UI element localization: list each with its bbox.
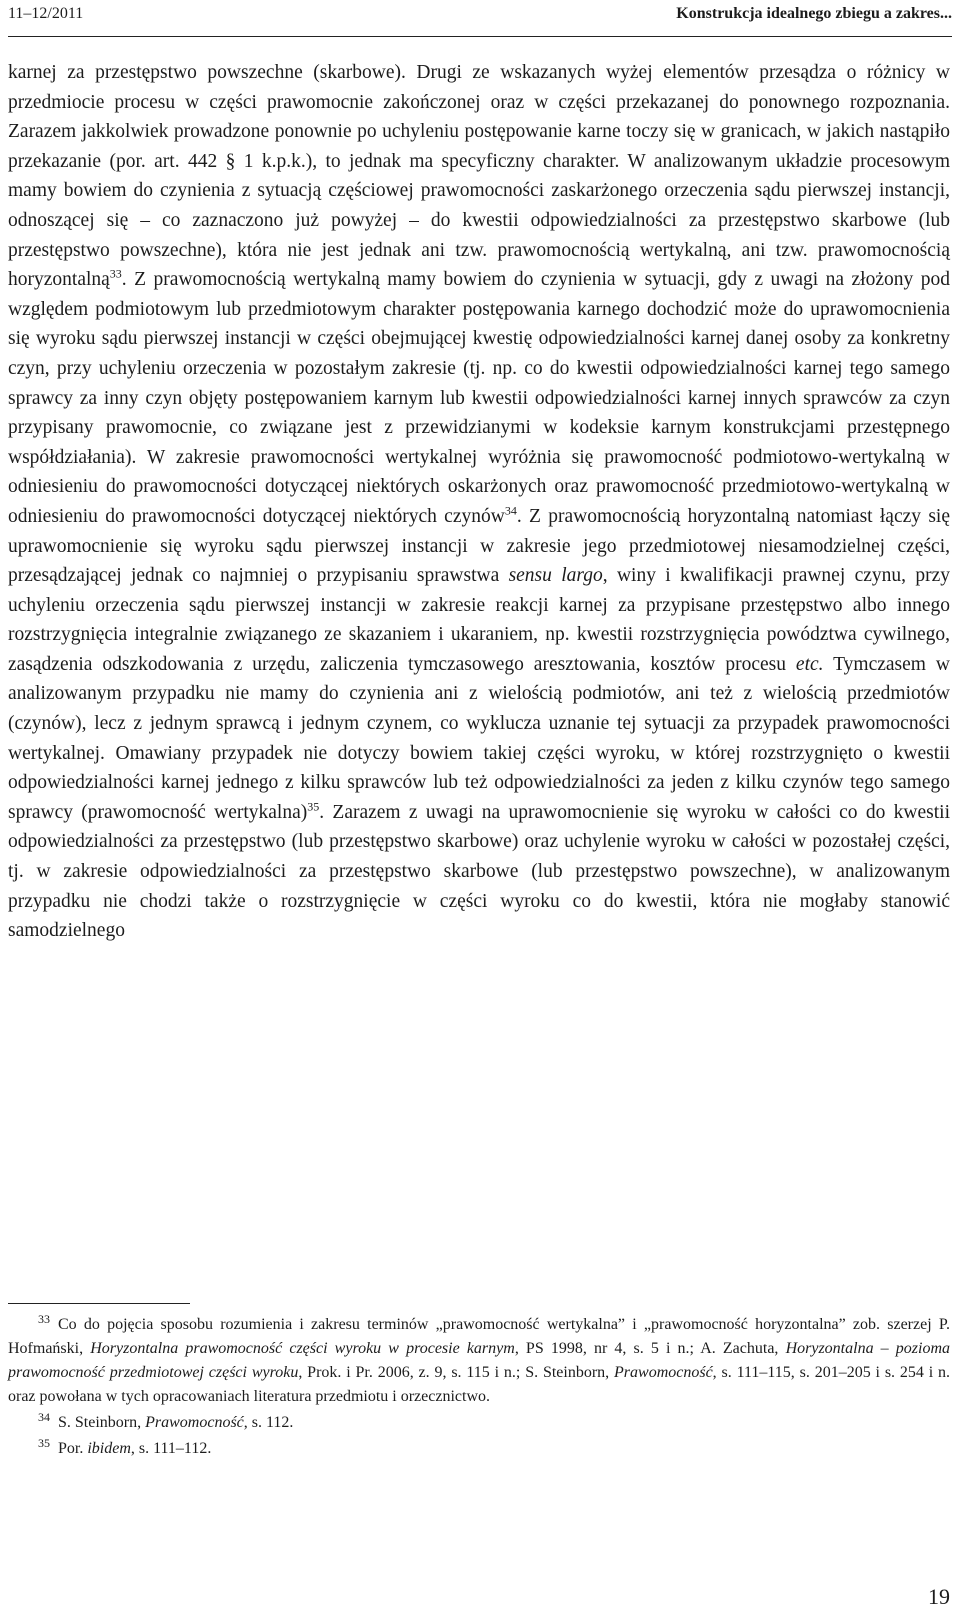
footnote-title: Prawomocność — [614, 1364, 713, 1381]
footnote-ref-34[interactable]: 34 — [504, 503, 517, 518]
body-segment: . Z prawomocnością horyzontalną natomiast łączy się uprawomocnienie się wyroku sądu pierwszej instancji w zakresie jego przedmiotowej niesamodzielnej części, przesądzającej jednak co najmniej o przypisaniu sprawstwa — [8, 505, 950, 587]
body-segment: . Zarazem z uwagi na uprawomocnienie się wyroku w całości co do kwestii odpowiedzialności za przestępstwo (lub przestępstwo skarbowe) oraz uchylenie wyroku w całości w pozostałej części, tj. w zakresie odpowiedzialności za przestępstwo skarbowe (lub przestępstwo powszechne), w analizowanym przypadku nie chodzi także o rozstrzygnięcie w części wyroku co do kwestii, która nie mogłaby stanowić samodzielnego — [8, 801, 950, 942]
body-segment: karnej za przestępstwo powszechne (skarbowe). Drugi ze wskazanych wyżej elementów przesądza o różnicy w przedmiocie procesu w części prawomocnie zakończonej oraz w części przekazanej do ponownego rozpoznania. Zarazem jakkolwiek prowadzone ponownie po uchyleniu postępowanie karne toczy się w granicach, w jakich nastąpiło przekazanie (por. art. 442 § 1 k.p.k.), to jednak ma specyficzny charakter. W analizowanym układzie procesowym mamy bowiem do czynienia z sytuacją częściowej prawomocności zaskarżonego orzeczenia sądu pierwszej instancji, odnoszącej się – co zaznaczono już powyżej – do kwestii odpowiedzialności za przestępstwo skarbowe (lub przestępstwo powszechne), która nie jest jednak ani tzw. prawomocnością wertykalną, ani tzw. prawomocnością horyzontalną — [8, 62, 950, 291]
footnote-33 — [8, 1313, 950, 1409]
body-text — [8, 58, 950, 946]
footnote-number: 35 — [38, 1435, 50, 1450]
running-header — [8, 4, 952, 24]
footnote-title: Prawomocność — [145, 1414, 244, 1431]
page-number: 19 — [928, 1584, 950, 1609]
body-segment: Tymczasem w analizowanym przypadku nie mamy do czynienia ani z wielością podmiotów, ani też z wielością przedmiotów (czynów), lecz z jednym sprawcą i jednym czynem, co wyklucza uznanie tej sytuacji za przypadek prawomocności wertykalnej. Omawiany przypadek nie dotyczy bowiem takiej części wyroku, w której rozstrzygnięto o kwestii odpowiedzialności karnej jednego z kilku sprawców lub też odpowiedzialności za jeden z kilku czynów tego samego sprawcy (prawomocność wertykalna) — [8, 653, 950, 823]
footnote-text: S. Steinborn, — [58, 1414, 146, 1431]
footnote-text: , s. 111–115, s. 201–205 i s. 254 i n. oraz powołana w tych opracowaniach literatura przedmiotu i orzecznictwo. — [8, 1364, 951, 1405]
footnote-text: , Prok. i Pr. 2006, z. 9, s. 115 i n.; S. Steinborn, — [298, 1364, 615, 1381]
footnote-title: Horyzontalna – pozioma prawomocność przedmiotowej części wyroku — [8, 1340, 951, 1381]
running-title: Konstrukcja idealnego zbiegu a zakres... — [676, 5, 952, 22]
issue-number: 11–12/2011 — [8, 5, 84, 22]
body-segment: . Z prawomocnością wertykalną mamy bowiem do czynienia w sytuacji, gdy z uwagi na złożony pod względem podmiotowym lub przedmiotowym charakter postępowania karnego dochodzić może do uprawomocnienia się wyroku sądu pierwszej instancji w części obejmującej kwestię odpowiedzialności karnej danej osoby za konkretny czyn, przy uchyleniu orzeczenia w pozostałym zakresie (tj. np. co do kwestii odpowiedzialności karnej tego samego sprawcy za inny czyn objęty postępowaniem karnym lub kwestii odpowiedzialności karnej innych sprawców za czyn przypisany prawomocnie, co związane jest z przewidzianymi w kodeksie karnym konstrukcjami przestępnego współdziałania). W zakresie prawomocności wertykalnej wyróżnia się prawomocność podmiotowo-wertykalną w odniesieniu do prawomocności dotyczącej niektórych oskarżonych oraz prawomocność przedmiotowo-wertykalną w odniesieniu do prawomocności dotyczącej niektórych czynów — [8, 269, 950, 527]
footnote-text: , PS 1998, nr 4, s. 5 i n.; A. Zachuta, — [514, 1340, 786, 1357]
footnote-34 — [8, 1411, 950, 1435]
italic-term: etc. — [795, 653, 824, 675]
footnote-divider — [8, 1303, 190, 1304]
footnote-text: , s. 111–112. — [130, 1440, 212, 1457]
body-segment: , winy i kwalifikacji prawnej czynu, przy uchyleniu orzeczenia sądu pierwszej instancji w zakresie reakcji karnej za przypisane przestępstwo albo innego rozstrzygnięcia integralnie związanego ze skazaniem i ukaraniem, np. kwestii rozstrzygnięcia powództwa cywilnego, zasądzenia odszkodowania z urzędu, zaliczenia tymczasowego aresztowania, kosztów procesu — [8, 565, 950, 675]
footnote-text: Por. — [58, 1440, 88, 1457]
footnote-title: ibidem — [87, 1440, 131, 1457]
footnote-ref-35[interactable]: 35 — [307, 799, 320, 814]
footnote-text: Co do pojęcia sposobu rozumienia i zakresu terminów „prawomocność wertykalna” i „prawomocność horyzontalna” zob. szerzej P. Hofmański, — [8, 1316, 950, 1357]
footnote-35 — [8, 1437, 950, 1461]
footnote-ref-33[interactable]: 33 — [109, 266, 122, 281]
footnotes — [8, 1313, 950, 1463]
footnote-title: Horyzontalna prawomocność części wyroku w procesie karnym — [90, 1340, 515, 1357]
footnote-number: 33 — [38, 1311, 50, 1326]
header-divider — [8, 36, 952, 37]
italic-term: sensu largo — [508, 565, 603, 587]
footnote-text: , s. 112. — [243, 1414, 294, 1431]
footnote-number: 34 — [38, 1409, 50, 1424]
